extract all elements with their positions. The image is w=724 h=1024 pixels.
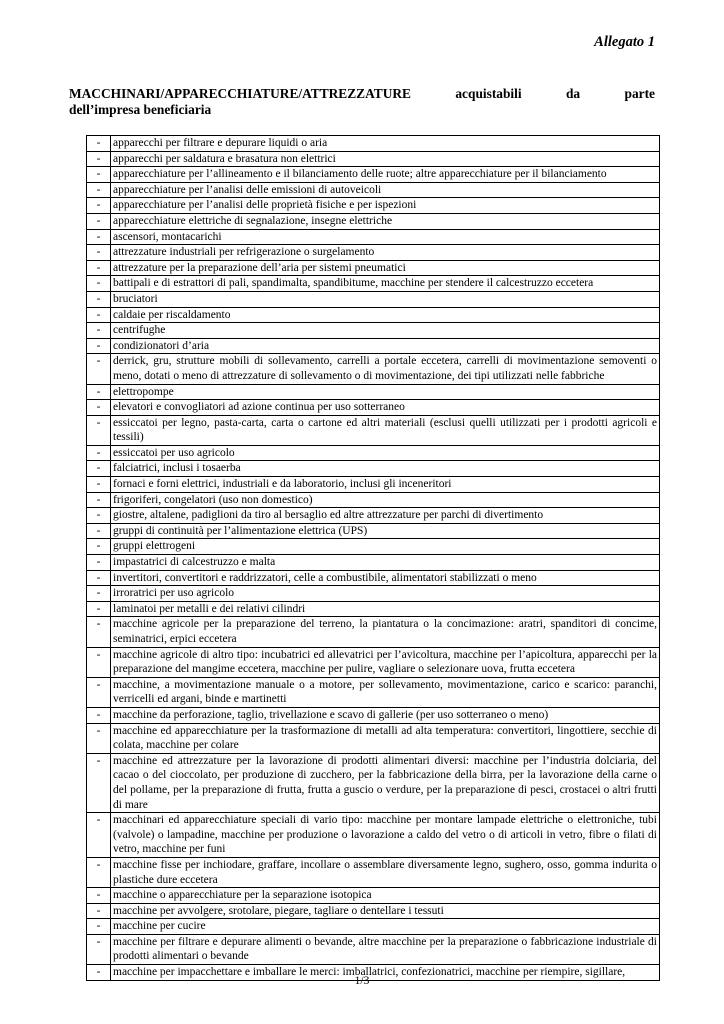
list-item-text: gruppi di continuità per l’alimentazione elettrica (UPS) (111, 523, 660, 539)
list-item (87, 707, 660, 723)
list-bullet: - (87, 934, 111, 964)
list-item (87, 888, 660, 904)
list-item (87, 555, 660, 571)
list-bullet: - (87, 586, 111, 602)
list-item-text: giostre, altalene, padiglioni da tiro al bersaglio ed altre attrezzature per parchi di divertimento (111, 508, 660, 524)
list-bullet: - (87, 539, 111, 555)
list-bullet: - (87, 508, 111, 524)
list-item-text: apparecchiature per l’allineamento e il bilanciamento delle ruote; altre apparecchiature per il bilanciamento (111, 167, 660, 183)
list-bullet: - (87, 570, 111, 586)
list-item (87, 601, 660, 617)
list-item-text: macchine da perforazione, taglio, trivellazione e scavo di gallerie (per uso sotterraneo o meno) (111, 707, 660, 723)
list-item-text: laminatoi per metalli e dei relativi cilindri (111, 601, 660, 617)
list-bullet: - (87, 523, 111, 539)
list-bullet: - (87, 276, 111, 292)
list-item-text: caldaie per riscaldamento (111, 307, 660, 323)
list-bullet: - (87, 903, 111, 919)
list-bullet: - (87, 617, 111, 647)
list-item-text: falciatrici, inclusi i tosaerba (111, 461, 660, 477)
list-item-text: battipali e di estrattori di pali, spandimalta, spandibitume, macchine per stendere il calcestruzzo eccetera (111, 276, 660, 292)
list-bullet: - (87, 707, 111, 723)
list-item-text: essiccatoi per uso agricolo (111, 445, 660, 461)
list-item (87, 813, 660, 858)
list-item-text: apparecchi per filtrare e depurare liquidi o aria (111, 136, 660, 152)
list-item (87, 934, 660, 964)
list-bullet: - (87, 857, 111, 887)
list-bullet: - (87, 677, 111, 707)
list-item-text: ascensori, montacarichi (111, 229, 660, 245)
list-item-text: macchine agricole di altro tipo: incubatrici ed allevatrici per l’avicoltura, macchine per l’apicoltura, apparecchi per la preparazione del mangime eccetera, macchine per pulire, vagliare o selezionare uova, frutta eccetera (111, 647, 660, 677)
list-bullet: - (87, 445, 111, 461)
list-item (87, 857, 660, 887)
list-item-text: attrezzature per la preparazione dell’aria per sistemi pneumatici (111, 260, 660, 276)
list-item (87, 276, 660, 292)
list-bullet: - (87, 213, 111, 229)
list-item (87, 338, 660, 354)
list-bullet: - (87, 198, 111, 214)
list-item (87, 492, 660, 508)
list-item-text: apparecchiature elettriche di segnalazione, insegne elettriche (111, 213, 660, 229)
list-item (87, 617, 660, 647)
list-item (87, 354, 660, 384)
list-item-text: fornaci e forni elettrici, industriali e da laboratorio, inclusi gli inceneritori (111, 477, 660, 493)
list-item-text: apparecchiature per l’analisi delle emissioni di autoveicoli (111, 182, 660, 198)
list-bullet: - (87, 753, 111, 812)
title-part: MACCHINARI/APPARECCHIATURE/ATTREZZATURE (69, 86, 411, 101)
list-bullet: - (87, 136, 111, 152)
list-item (87, 677, 660, 707)
list-item-text: macchine ed apparecchiature per la trasformazione di metalli ad alta temperatura: convertitori, lingottiere, secchie di colata, macchine per colare (111, 723, 660, 753)
list-bullet: - (87, 601, 111, 617)
list-bullet: - (87, 151, 111, 167)
list-item (87, 753, 660, 812)
list-item (87, 323, 660, 339)
list-item-text: gruppi elettrogeni (111, 539, 660, 555)
list-item (87, 539, 660, 555)
title-part: parte (624, 86, 655, 101)
list-bullet: - (87, 229, 111, 245)
list-item (87, 461, 660, 477)
equipment-list-table (86, 135, 660, 981)
list-item-text: bruciatori (111, 291, 660, 307)
list-bullet: - (87, 182, 111, 198)
list-bullet: - (87, 384, 111, 400)
list-item (87, 291, 660, 307)
list-item-text: irroratrici per uso agricolo (111, 586, 660, 602)
list-item (87, 136, 660, 152)
list-item-text: macchine per filtrare e depurare alimenti o bevande, altre macchine per la preparazione o fabbricazione industriale di prodotti alimentari o bevande (111, 934, 660, 964)
list-item (87, 307, 660, 323)
list-item (87, 260, 660, 276)
list-item-text: condizionatori d’aria (111, 338, 660, 354)
list-item (87, 919, 660, 935)
list-item (87, 229, 660, 245)
list-item (87, 508, 660, 524)
list-item (87, 151, 660, 167)
list-item (87, 445, 660, 461)
list-bullet: - (87, 400, 111, 416)
list-item-text: invertitori, convertitori e raddrizzatori, celle a combustibile, alimentatori stabilizzati o meno (111, 570, 660, 586)
title-line-2: dell’impresa beneficiaria (69, 102, 212, 117)
annex-label: Allegato 1 (594, 34, 655, 50)
document-title (69, 86, 655, 118)
list-bullet: - (87, 813, 111, 858)
list-item-text: macchine ed attrezzature per la lavorazione di prodotti alimentari diversi: macchine per l’industria dolciaria, del cacao o del cioccolato, per produzione di zucchero, per la fabbricazione della birra, per la lavorazione della carne o del pollame, per la preparazione di frutta, frutta a guscio o verdure, per la preparazione di pesci, crostacei o altri frutti di mare (111, 753, 660, 812)
list-item-text: macchine agricole per la preparazione del terreno, la piantatura o la concimazione: aratri, spanditori di concime, seminatrici, erpici eccetera (111, 617, 660, 647)
list-bullet: - (87, 492, 111, 508)
list-bullet: - (87, 919, 111, 935)
list-item (87, 198, 660, 214)
list-item-text: apparecchi per saldatura e brasatura non elettrici (111, 151, 660, 167)
list-item-text: apparecchiature per l’analisi delle proprietà fisiche e per ispezioni (111, 198, 660, 214)
list-bullet: - (87, 965, 111, 981)
list-item-text: essiccatoi per legno, pasta-carta, carta o cartone ed altri materiali (esclusi quelli utilizzati per i prodotti agricoli e tessili) (111, 415, 660, 445)
title-part: da (565, 86, 581, 101)
list-bullet: - (87, 888, 111, 904)
list-bullet: - (87, 291, 111, 307)
list-item-text: macchine per impacchettare e imballare le merci: imballatrici, confezionatrici, macchine per riempire, sigillare, (111, 965, 660, 981)
list-item-text: macchine fisse per inchiodare, graffare, incollare o assemblare diversamente legno, sughero, osso, gomma indurita o plastiche dure eccetera (111, 857, 660, 887)
list-bullet: - (87, 723, 111, 753)
list-item (87, 384, 660, 400)
list-bullet: - (87, 415, 111, 445)
list-item-text: elettropompe (111, 384, 660, 400)
list-item (87, 213, 660, 229)
list-item (87, 903, 660, 919)
title-line-1 (69, 86, 655, 102)
list-bullet: - (87, 461, 111, 477)
list-item-text: centrifughe (111, 323, 660, 339)
list-bullet: - (87, 354, 111, 384)
list-item (87, 245, 660, 261)
list-item (87, 477, 660, 493)
list-item (87, 415, 660, 445)
equipment-list-body (87, 136, 660, 981)
list-bullet: - (87, 323, 111, 339)
list-bullet: - (87, 338, 111, 354)
list-item (87, 182, 660, 198)
list-bullet: - (87, 307, 111, 323)
list-item-text: macchine per avvolgere, srotolare, piegare, tagliare o dentellare i tessuti (111, 903, 660, 919)
title-part: acquistabili (455, 86, 522, 101)
list-item (87, 647, 660, 677)
list-item-text: macchine per cucire (111, 919, 660, 935)
list-item-text: macchine o apparecchiature per la separazione isotopica (111, 888, 660, 904)
list-bullet: - (87, 555, 111, 571)
list-item (87, 570, 660, 586)
list-bullet: - (87, 477, 111, 493)
list-item-text: elevatori e convogliatori ad azione continua per uso sotterraneo (111, 400, 660, 416)
list-item-text: frigoriferi, congelatori (uso non domestico) (111, 492, 660, 508)
list-item-text: macchinari ed apparecchiature speciali di vario tipo: macchine per montare lampade elettriche o elettroniche, tubi (valvole) o lampadine, macchine per produzione o lavorazione a caldo del vetro o di articoli in vetro, fibre o filati di vetro, macchine per funi (111, 813, 660, 858)
page-number: 1/3 (354, 975, 370, 987)
list-item (87, 586, 660, 602)
list-bullet: - (87, 167, 111, 183)
list-item-text: derrick, gru, strutture mobili di sollevamento, carrelli a portale eccetera, carrelli di movimentazione semoventi o meno, dotati o meno di attrezzature di sollevamento o di movimentazione, dei tipi utilizzati nelle fabbriche (111, 354, 660, 384)
list-item (87, 723, 660, 753)
list-item (87, 167, 660, 183)
list-item (87, 523, 660, 539)
list-bullet: - (87, 647, 111, 677)
list-bullet: - (87, 245, 111, 261)
list-bullet: - (87, 260, 111, 276)
list-item (87, 400, 660, 416)
list-item-text: impastatrici di calcestruzzo e malta (111, 555, 660, 571)
list-item-text: macchine, a movimentazione manuale o a motore, per sollevamento, movimentazione, carico e scarico: paranchi, verricelli ed argani, binde e martinetti (111, 677, 660, 707)
list-item-text: attrezzature industriali per refrigerazione o surgelamento (111, 245, 660, 261)
